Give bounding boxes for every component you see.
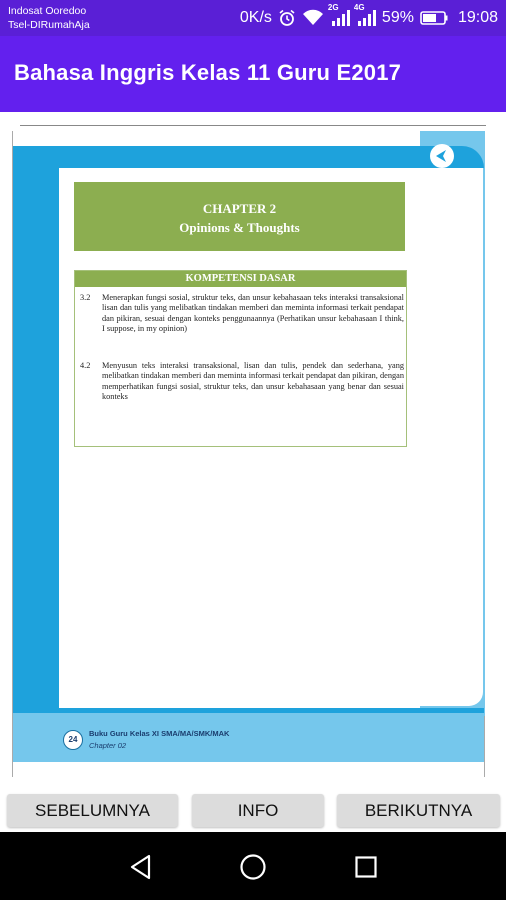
next-button[interactable]: BERIKUTNYA: [337, 794, 500, 827]
page-top-divider: [20, 125, 486, 126]
page-decor-top: [13, 146, 484, 168]
carrier-info: [8, 4, 90, 32]
alarm-icon: [278, 9, 296, 27]
recents-square-icon[interactable]: [351, 852, 381, 882]
kd-header: KOMPETENSI DASAR: [75, 271, 406, 287]
kd-item: [80, 293, 402, 353]
wifi-icon: [302, 9, 324, 27]
status-icons: [239, 3, 498, 30]
back-triangle-icon[interactable]: [126, 852, 156, 882]
kompetensi-dasar-box: [74, 270, 407, 447]
system-nav-bar: [0, 832, 506, 900]
carrier-name: Indosat Ooredoo: [8, 5, 87, 17]
page-decor-left: [13, 168, 59, 713]
network-type-label: 2G: [327, 3, 339, 12]
chapter-subtitle: Opinions & Thoughts: [179, 220, 300, 235]
page-footer-band: [13, 713, 484, 762]
footer-book-title: Buku Guru Kelas XI SMA/MA/SMK/MAK: [89, 729, 230, 738]
navigation-buttons: [0, 778, 506, 832]
kd-item-number: 3.2: [80, 293, 91, 302]
kd-item: [80, 361, 402, 421]
back-arrow-icon[interactable]: [430, 144, 454, 168]
signal-icon-2: [353, 3, 376, 27]
network-type-label-2: 4G: [353, 3, 365, 12]
kd-item-number: 4.2: [80, 361, 91, 370]
clock: 19:08: [457, 9, 498, 26]
network-speed: 0K/s: [239, 9, 272, 26]
app-bar: [0, 36, 506, 112]
home-circle-icon[interactable]: [238, 852, 268, 882]
battery-icon: [420, 10, 448, 26]
chapter-title: CHAPTER 2: [202, 201, 277, 216]
app-title: Bahasa Inggris Kelas 11 Guru E2017: [14, 60, 402, 85]
page-number: 24: [63, 730, 83, 750]
status-bar: [0, 0, 506, 36]
chapter-banner: [74, 182, 405, 251]
info-button[interactable]: INFO: [192, 794, 324, 827]
kd-item-text: Menyusun teks interaksi transaksional, lisan dan tulis, pendek dan sederhana, yang melibatkan tindakan memberi dan meminta informasi terkait pendapat dan pikiran, dengan memperhatikan fungsi sosial, struktur teks, dan unsur kebahasaan yang benar dan sesuai konteks: [102, 361, 404, 402]
previous-button[interactable]: SEBELUMNYA: [7, 794, 178, 827]
footer-chapter: Chapter 02: [89, 741, 127, 750]
carrier-name-2: Tsel-DIRumahAja: [8, 19, 90, 31]
signal-icon: [327, 3, 350, 27]
kd-item-text: Menerapkan fungsi sosial, struktur teks, dan unsur kebahasaan teks interaksi transaksional lisan dan tulis yang melibatkan tindakan memberi dan meminta informasi terkait pendapat dan pikiran, sesuai dengan konteks penggunaannya (Perhatikan unsur kebahasaan I think, I suppose, in my opinion): [102, 293, 404, 334]
battery-percent: 59%: [381, 9, 414, 26]
